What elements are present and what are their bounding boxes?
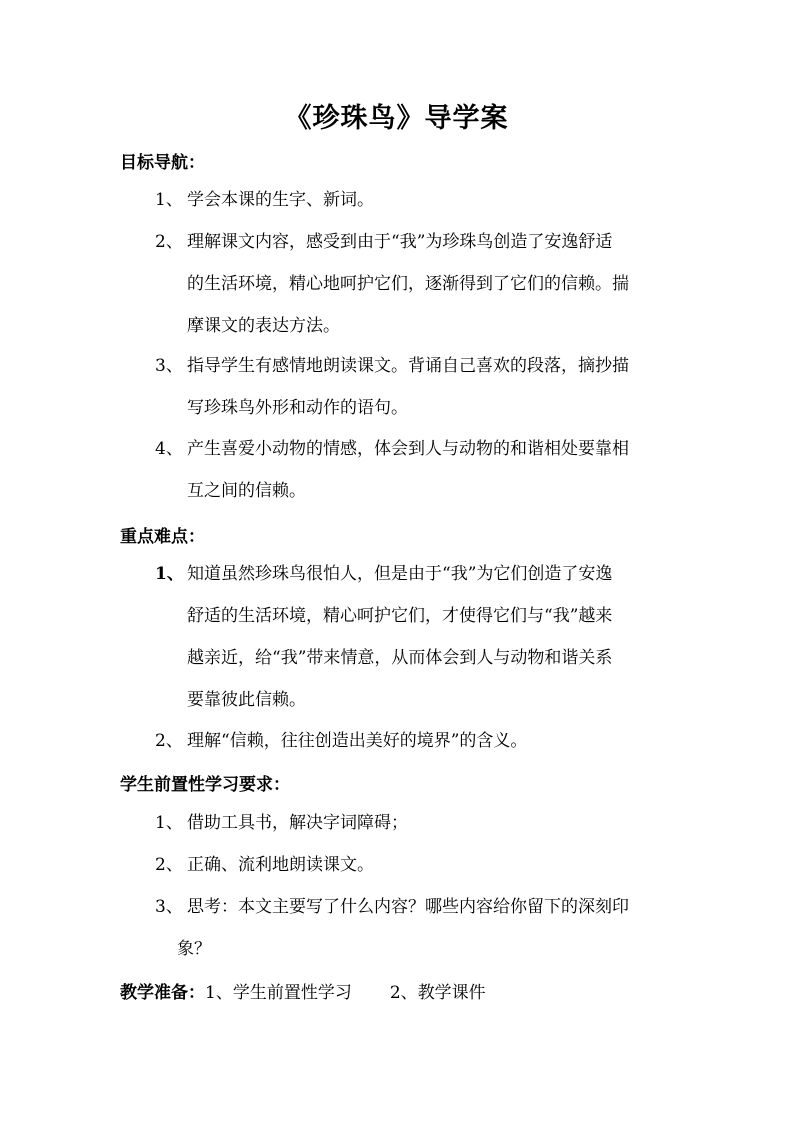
- goal-item-2-line-2: 的生活环境，精心地呵护它们，逐渐得到了它们的信赖。揣: [187, 274, 629, 294]
- key-point-item-1-line-2: 舒适的生活环境，精心呵护它们，才使得它们与“我”越来: [187, 606, 613, 626]
- preview-item-1-number: 1、: [155, 813, 183, 833]
- key-point-item-1-line-1: 知道虽然珍珠鸟很怕人，但是由于“我”为它们创造了安逸: [187, 564, 613, 584]
- key-points-heading: 重点难点：: [120, 527, 205, 547]
- preview-item-2-number: 2、: [155, 855, 183, 875]
- key-point-item-1-line-4: 要靠彼此信赖。: [187, 690, 306, 710]
- goal-item-1-number: 1、: [155, 190, 183, 210]
- page-title: 《珍珠鸟》导学案: [284, 103, 509, 134]
- goals-heading: 目标导航：: [120, 153, 205, 173]
- preview-item-3-number: 3、: [155, 897, 183, 917]
- preview-item-2: [155, 844, 680, 886]
- preview-item-3-line-1: 思考：本文主要写了什么内容？哪些内容给你留下的深刻印: [187, 897, 629, 917]
- preview-item-2-line-1: 正确、流利地朗读课文。: [187, 855, 374, 875]
- preview-item-3-line-2: 象？: [177, 939, 211, 959]
- preview-item-3: [155, 886, 680, 970]
- preview-heading: 学生前置性学习要求：: [120, 775, 290, 795]
- goal-item-1-line-1: 学会本课的生字、新词。: [187, 190, 374, 210]
- key-point-item-1-line-3: 越亲近，给“我”带来情意，从而体会到人与动物和谐关系: [187, 648, 613, 668]
- key-point-item-2-number: 2、: [155, 731, 183, 751]
- goal-item-3-number: 3、: [155, 356, 183, 376]
- goal-item-3-line-1: 指导学生有感情地朗读课文。背诵自己喜欢的段落，摘抄描: [187, 356, 629, 376]
- preparation-item-2: 2、教学课件: [389, 983, 486, 1003]
- goal-item-2: [155, 221, 680, 347]
- preparation-label: 教学准备：: [120, 983, 205, 1003]
- goal-item-4-line-1: 产生喜爱小动物的情感，体会到人与动物的和谐相处要靠相: [187, 439, 629, 459]
- goal-item-2-line-1: 理解课文内容，感受到由于“我”为珍珠鸟创造了安逸舒适: [187, 232, 613, 252]
- preview-item-1-line-1: 借助工具书，解决字词障碍；: [187, 813, 408, 833]
- preview-item-1: [155, 802, 680, 844]
- goal-item-2-line-3: 摩课文的表达方法。: [187, 316, 340, 336]
- goal-item-4-number: 4、: [155, 439, 183, 459]
- goal-item-4: [155, 428, 680, 512]
- goal-item-4-line-2: 互之间的信赖。: [187, 481, 306, 501]
- key-point-item-2: [155, 720, 680, 762]
- key-point-item-2-line-1: 理解“信赖，往往创造出美好的境界”的含义。: [187, 731, 528, 751]
- goal-item-3-line-2: 写珍珠鸟外形和动作的语句。: [187, 398, 408, 418]
- goal-item-1: [155, 179, 680, 221]
- preparation-item-1: 1、学生前置性学习: [205, 983, 352, 1003]
- key-point-item-1-number: 1、: [155, 564, 184, 584]
- teaching-preparation: [120, 978, 486, 1003]
- goal-item-3: [155, 345, 680, 429]
- goal-item-2-number: 2、: [155, 232, 183, 252]
- key-point-item-1: [155, 553, 680, 721]
